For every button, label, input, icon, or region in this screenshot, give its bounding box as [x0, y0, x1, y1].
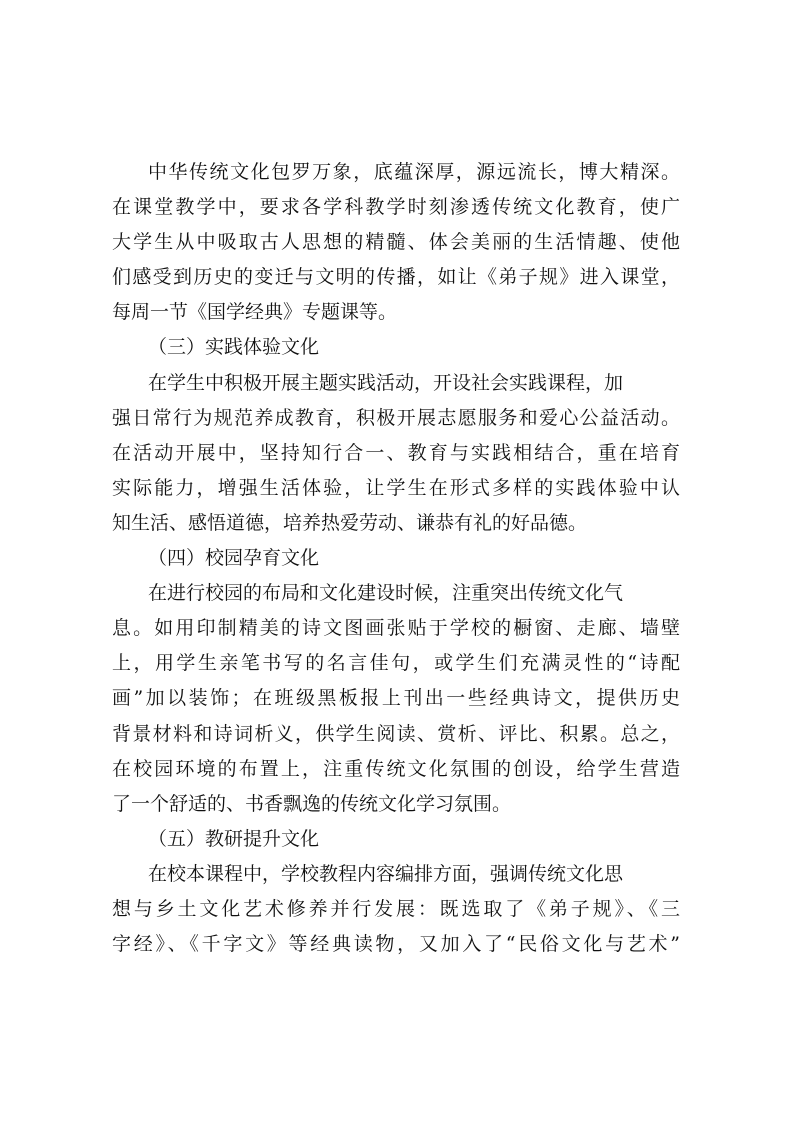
section-heading: [112, 822, 680, 857]
section-heading: [112, 330, 680, 365]
document-body: [112, 155, 680, 962]
text-line: 们感受到历史的变迁与文明的传播，如让《弟子规》进入课堂，: [112, 266, 680, 289]
text-line: 在活动开展中，坚持知行合一、教育与实践相结合，重在培育: [112, 441, 680, 464]
text-line: 想与乡土文化艺术修养并行发展：既选取了《弟子规》、《三: [112, 897, 680, 920]
heading-text: （五）教研提升文化: [148, 827, 320, 850]
heading-text: （四）校园孕育文化: [148, 547, 320, 570]
text-line: 画”加以装饰；在班级黑板报上刊出一些经典诗文，提供历史: [112, 687, 680, 710]
heading-text: （三）实践体验文化: [148, 336, 320, 359]
section-heading: [112, 541, 680, 576]
text-line: 大学生从中吸取古人思想的精髓、体会美丽的生活情趣、使他: [112, 231, 680, 254]
text-line: 背景材料和诗词析义，供学生阅读、赏析、评比、积累。总之，: [112, 722, 680, 745]
text-line: 上，用学生亲笔书写的名言佳句，或学生们充满灵性的“诗配: [112, 652, 680, 675]
paragraph: [112, 857, 680, 962]
paragraph: [112, 155, 680, 330]
text-line: 中华传统文化包罗万象，底蕴深厚，源远流长，博大精深。: [148, 161, 680, 183]
paragraph: [112, 576, 680, 822]
text-line: 了一个舒适的、书香飘逸的传统文化学习氛围。: [112, 792, 512, 815]
text-line: 在进行校园的布局和文化建设时候，注重突出传统文化气: [148, 582, 624, 605]
text-line: 实际能力，增强生活体验，让学生在形式多样的实践体验中认: [112, 476, 680, 499]
text-line: 字经》、《千字文》等经典读物，又加入了“民俗文化与艺术”: [112, 933, 680, 956]
paragraph: [112, 366, 680, 541]
text-line: 每周一节《国学经典》专题课等。: [112, 301, 398, 324]
text-line: 息。如用印制精美的诗文图画张贴于学校的橱窗、走廊、墙壁: [112, 617, 680, 640]
text-line: 在学生中积极开展主题实践活动，开设社会实践课程，加: [148, 371, 624, 394]
text-line: 在校园环境的布置上，注重传统文化氛围的创设，给学生营造: [112, 757, 680, 780]
text-line: 在课堂教学中，要求各学科教学时刻渗透传统文化教育，使广: [112, 196, 680, 219]
text-line: 在校本课程中，学校教程内容编排方面，强调传统文化思: [148, 862, 624, 885]
text-line: 知生活、感悟道德，培养热爱劳动、谦恭有礼的好品德。: [112, 511, 588, 534]
text-line: 强日常行为规范养成教育，积极开展志愿服务和爱心公益活动。: [112, 406, 680, 429]
